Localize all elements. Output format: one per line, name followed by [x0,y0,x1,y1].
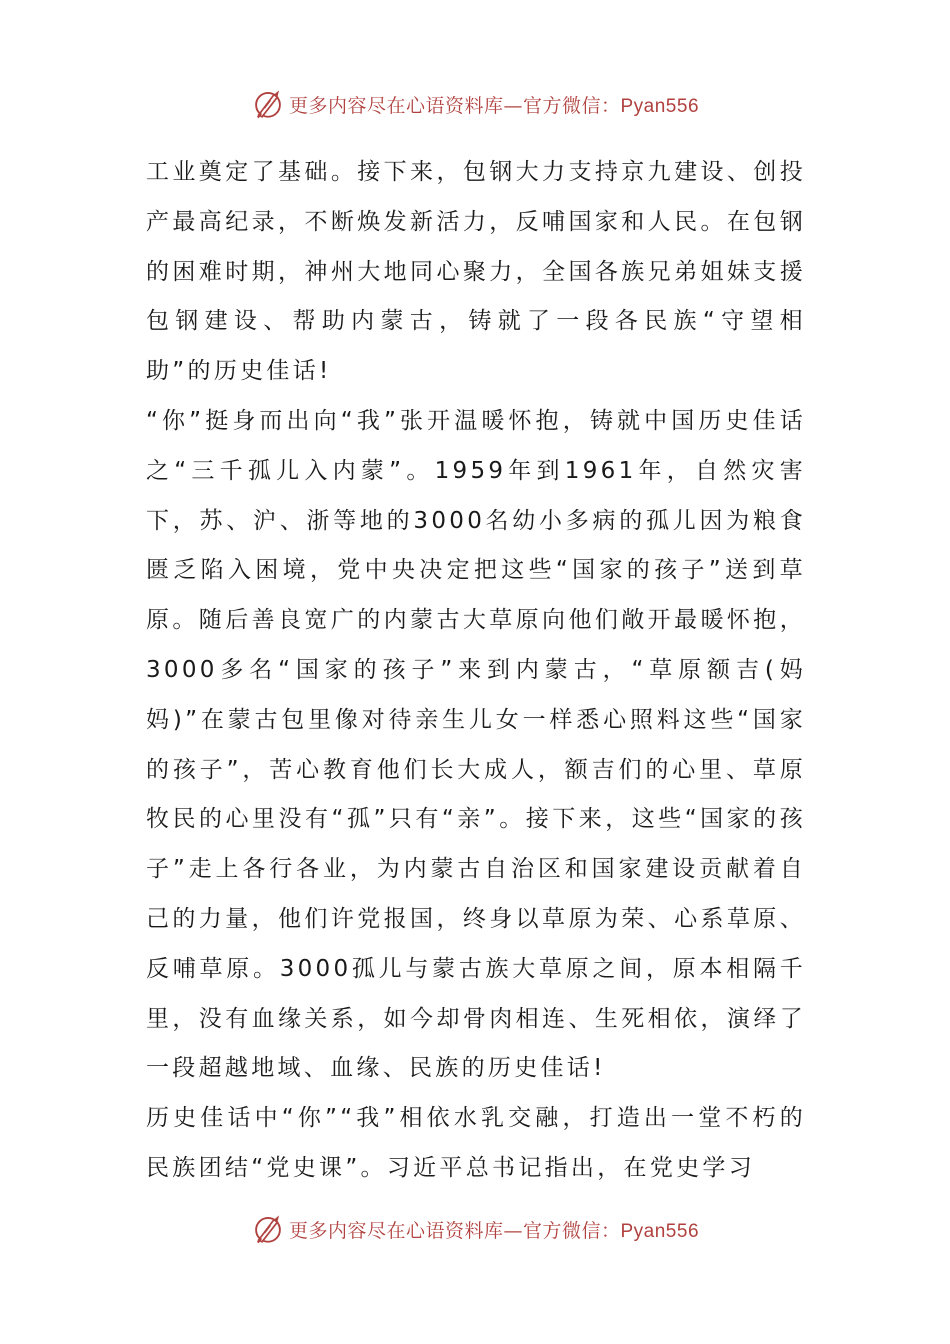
header-wechat-id: Pyan556 [620,95,700,117]
paragraph-1: 工业奠定了基础。接下来，包钢大力支持京九建设、创投产最高纪录，不断焕发新活力，反哺国家和人民。在包钢的困难时期，神州大地同心聚力，全国各族兄弟姐妹支援包钢建设、帮助内蒙古，铸就了一段各民族“守望相助”的历史佳话! [146,159,806,385]
header-banner-content [251,87,699,121]
footer-banner-content [251,1212,699,1246]
quill-pen-logo-icon [251,87,285,121]
footer-banner-text [289,1216,699,1243]
header-banner [0,84,950,124]
header-banner-text [289,91,699,118]
footer-banner-label: 更多内容尽在心语资料库—官方微信： [288,1219,621,1242]
quill-pen-logo-icon [251,1212,285,1246]
paragraph-2: “你”挺身而出向“我”张开温暖怀抱，铸就中国历史佳话之“三千孤儿入内蒙”。1959年到1961年，自然灾害下，苏、沪、浙等地的3000名幼小多病的孤儿因为粮食匮乏陷入困境，党中央决定把这些“国家的孩子”送到草原。随后善良宽广的内蒙古大草原向他们敞开最暖怀抱，3000多名“国家的孩子”来到内蒙古，“草原额吉(妈妈)”在蒙古包里像对待亲生儿女一样悉心照料这些“国家的孩子”，苦心教育他们长大成人，额吉们的心里、草原牧民的心里没有“孤”只有“亲”。接下来，这些“国家的孩子”走上各行各业，为内蒙古自治区和国家建设贡献着自己的力量，他们许党报国，终身以草原为荣、心系草原、反哺草原。3000孤儿与蒙古族大草原之间，原本相隔千里，没有血缘关系，如今却骨肉相连、生死相依，演绎了一段超越地域、血缘、民族的历史佳话! [146,407,806,1082]
header-banner-label: 更多内容尽在心语资料库—官方微信： [288,94,621,117]
document-body [146,148,806,1194]
footer-wechat-id: Pyan556 [620,1220,700,1242]
paragraph-3: 历史佳话中“你”“我”相依水乳交融，打造出一堂不朽的民族团结“党史课”。习近平总书记指出，在党史学习 [146,1105,806,1181]
footer-banner [0,1209,950,1249]
